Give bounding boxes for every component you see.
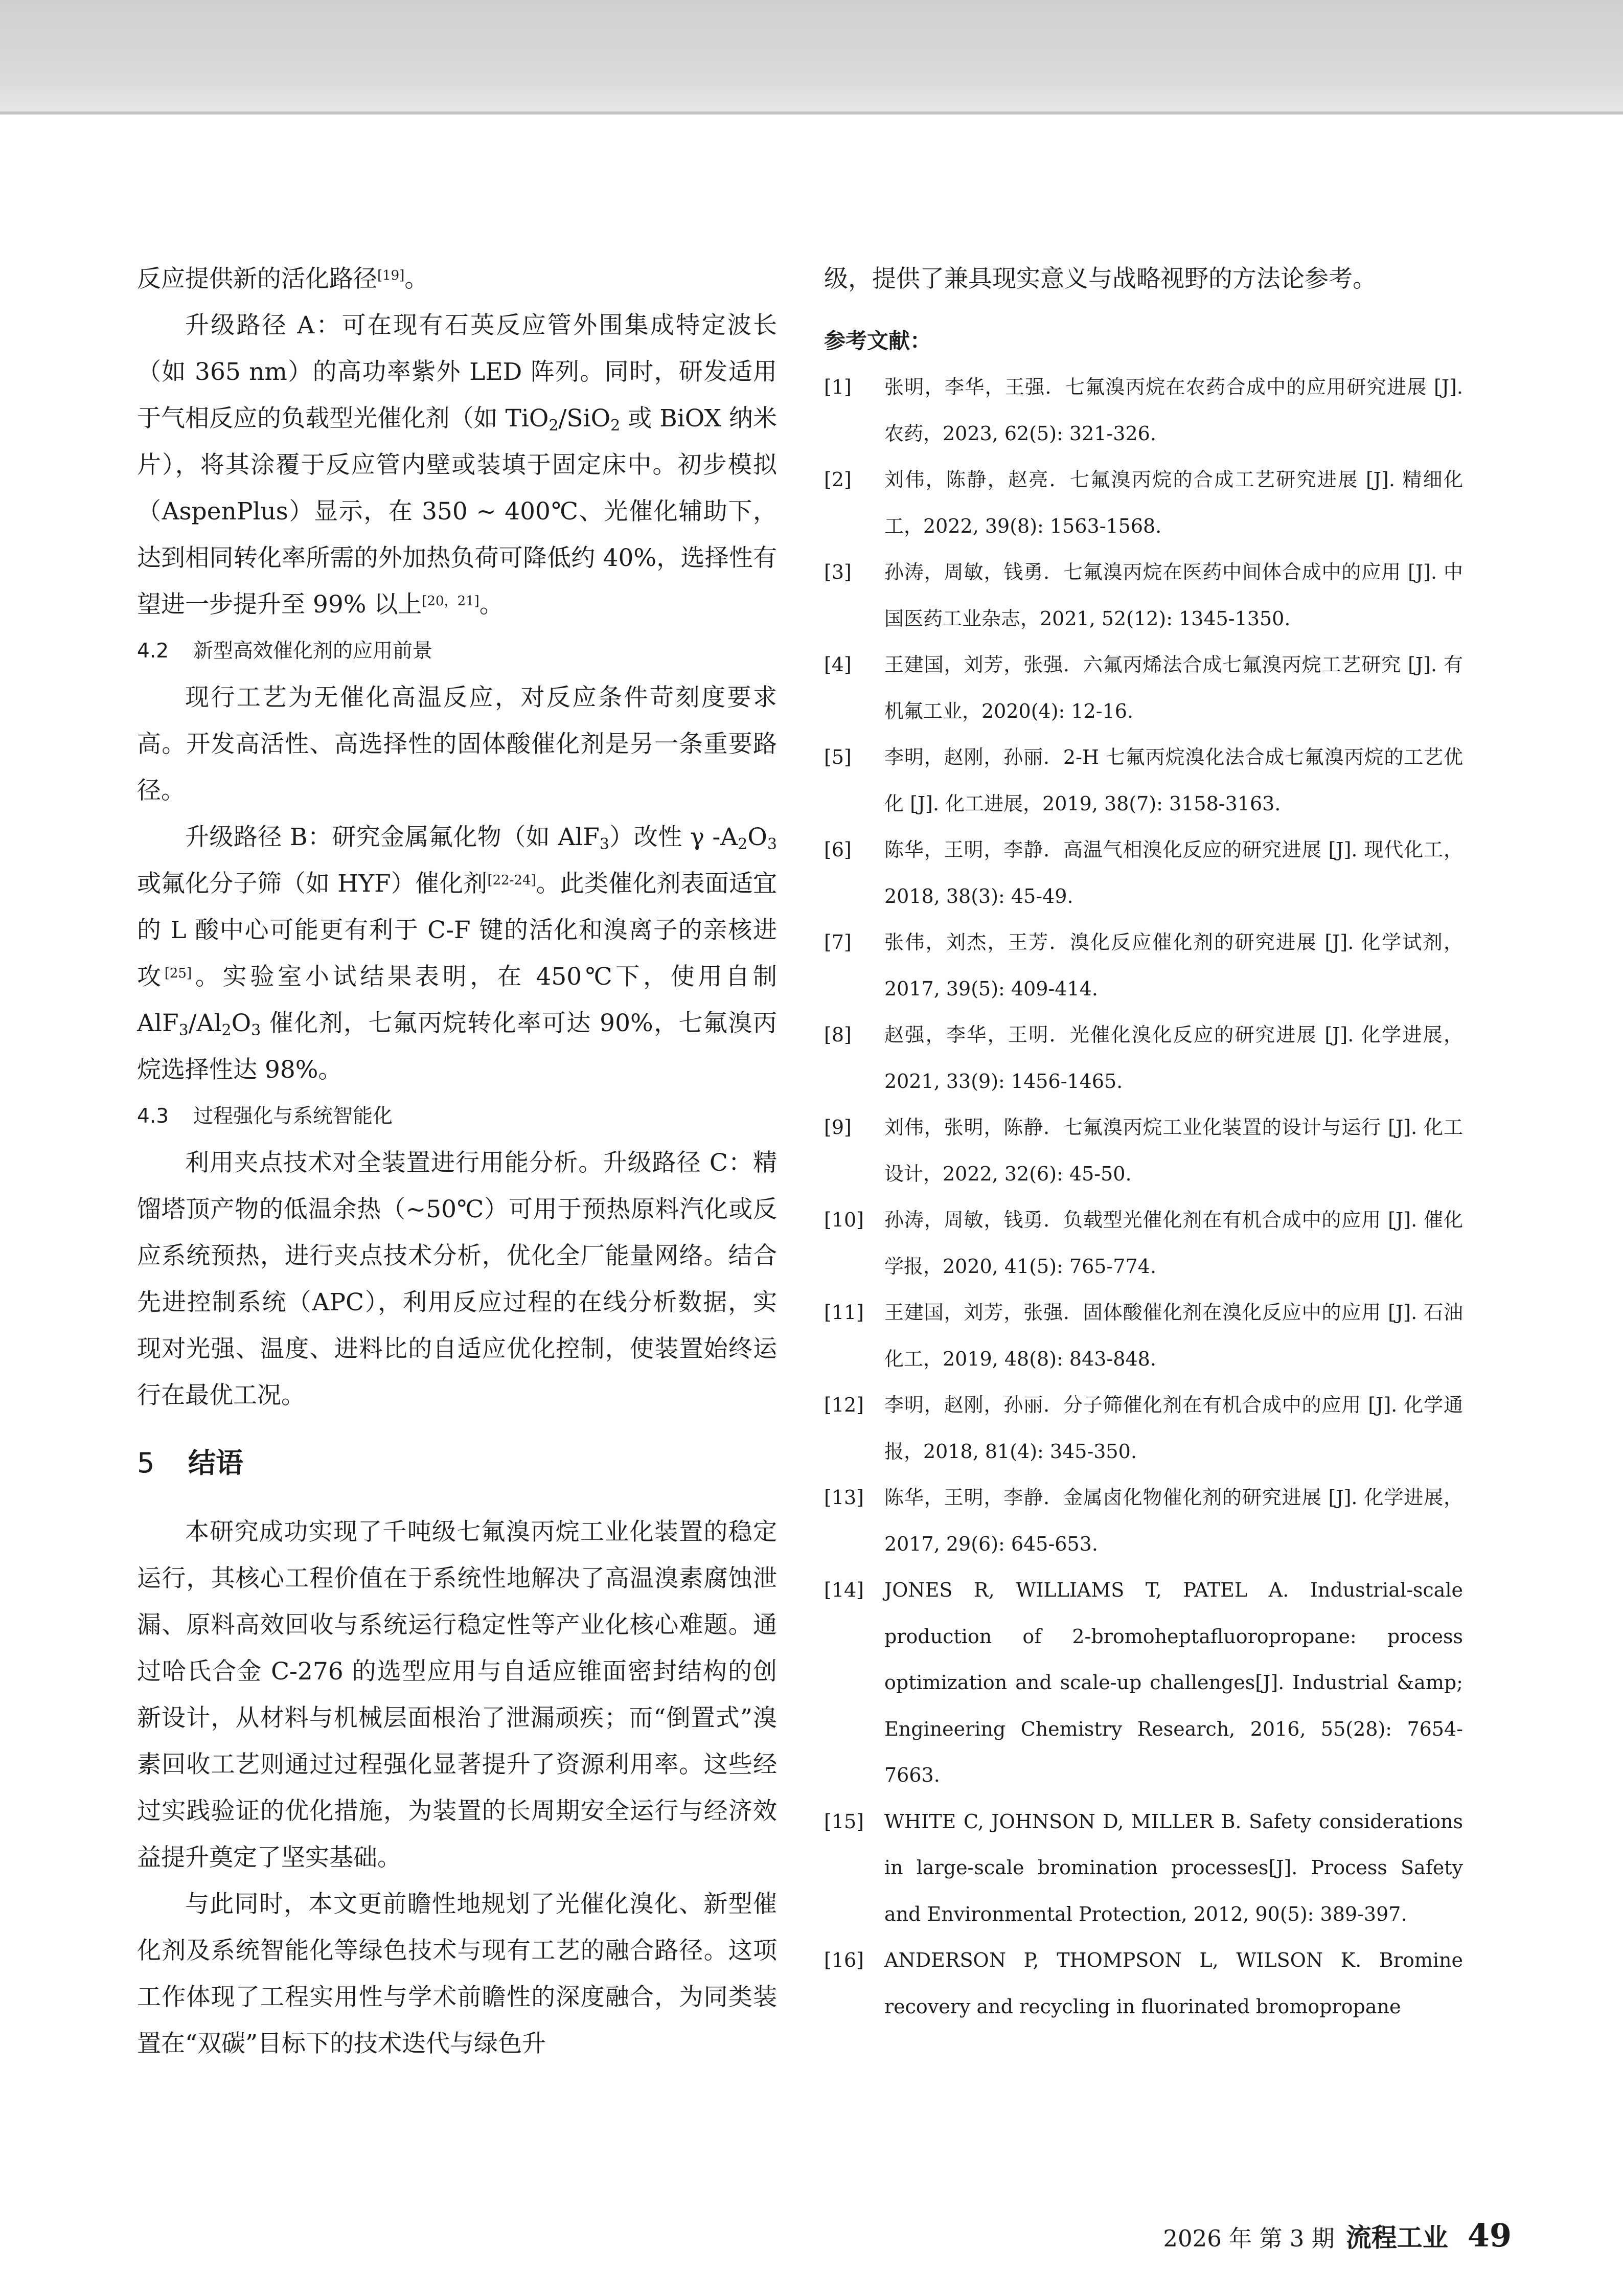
paragraph-path-a: 升级路径 A：可在现有石英反应管外围集成特定波长（如 365 nm）的高功率紫外 LED 阵列。同时，研发适用于气相反应的负载型光催化剂（如 TiO$_2$/SiO$_2$ 或 BiOX 纳米片），将其涂覆于反应管内壁或装填于固定床中。初步模拟（AspenPlus）显示，在 350 ~ 400℃、光催化辅助下，达到相同转化率所需的外加热负荷可降低约 40%，选择性有望进一步提升至 99% 以上[20，21]。 [137, 311, 777, 619]
reference-item [824, 1012, 1463, 1104]
reference-item [824, 1567, 1463, 1799]
reference-number: [11] [824, 1301, 864, 1324]
reference-item [824, 919, 1463, 1012]
paragraph-4-2: 现行工艺为无催化高温反应，对反应条件苛刻度要求高。开发高活性、高选择性的固体酸催化剂是另一条重要路径。 [137, 684, 777, 805]
reference-item [824, 1799, 1463, 1938]
paragraph-intro-end: 反应提供新的活化路径[19]。 [137, 265, 429, 293]
issue-info: 2026 年 第 3 期 [1163, 2225, 1335, 2252]
reference-text: 刘伟，张明，陈静．七氟溴丙烷工业化装置的设计与运行 [J]. 化工设计，2022, 32(6): 45-50. [884, 1116, 1463, 1185]
paragraph-4-3: 利用夹点技术对全装置进行用能分析。升级路径 C：精馏塔顶产物的低温余热（~50℃）可用于预热原料汽化或反应系统预热，进行夹点技术分析，优化全厂能量网络。结合先进控制系统（APC），利用反应过程的在线分析数据，实现对光强、温度、进料比的自适应优化控制，使装置始终运行在最优工况。 [137, 1149, 777, 1410]
right-column [824, 256, 1463, 2030]
reference-item [824, 1474, 1463, 1567]
section-heading-5: 5 结语 [137, 1447, 243, 1479]
reference-text: 赵强，李华，王明．光催化溴化反应的研究进展 [J]. 化学进展，2021, 33(9): 1456-1465. [884, 1024, 1463, 1093]
reference-text: 李明，赵刚，孙丽．分子筛催化剂在有机合成中的应用 [J]. 化学通报，2018, 81(4): 345-350. [884, 1394, 1463, 1463]
journal-name: 流程工业 [1345, 2222, 1448, 2253]
reference-number: [14] [824, 1579, 864, 1601]
reference-number: [9] [824, 1116, 852, 1139]
paragraph-path-b: 升级路径 B：研究金属氟化物（如 AlF$_3$）改性 γ $-A_2O_3$ 或氟化分子筛（如 HYF）催化剂[22-24]。此类催化剂表面适宜的 L 酸中心可能更有利于 C-F 键的活化和溴离子的亲核进攻[25]。实验室小试结果表明，在 450℃下，使用自制 $AlF_3/Al_2O_3$ 催化剂，七氟丙烷转化率可达 90%，七氟溴丙烷选择性达 98%。 [137, 823, 777, 1084]
reference-item [824, 734, 1463, 827]
reference-number: [6] [824, 838, 852, 861]
reference-text: 刘伟，陈静，赵亮．七氟溴丙烷的合成工艺研究进展 [J]. 精细化工，2022, 39(8): 1563-1568. [884, 468, 1463, 537]
citation: [22-24] [487, 873, 536, 888]
reference-number: [2] [824, 468, 852, 491]
reference-number: [3] [824, 561, 852, 583]
reference-item [824, 1104, 1463, 1197]
reference-text: JONES R, WILLIAMS T, PATEL A. Industrial-scale production of 2-bromoheptafluoropropane: process optimization and scale-up challenges[J]. Industrial &amp; Engineering Chemistry Research, 2016, 55(28): 7654-7663. [884, 1579, 1463, 1786]
reference-number: [10] [824, 1209, 864, 1231]
reference-item [824, 549, 1463, 642]
reference-number: [12] [824, 1394, 864, 1416]
top-bar [0, 0, 1623, 115]
paragraph-conclusion-1: 本研究成功实现了千吨级七氟溴丙烷工业化装置的稳定运行，其核心工程价值在于系统性地解决了高温溴素腐蚀泄漏、原料高效回收与系统运行稳定性等产业化核心难题。通过哈氏合金 C-276 的选型应用与自适应锥面密封结构的创新设计，从材料与机械层面根治了泄漏顽疾；而“倒置式”溴素回收工艺则通过过程强化显著提升了资源利用率。这些经过实践验证的优化措施，为装置的长周期安全运行与经济效益提升奠定了坚实基础。 [137, 1518, 777, 1872]
reference-text: 李明，赵刚，孙丽．2-H 七氟丙烷溴化法合成七氟溴丙烷的工艺优化 [J]. 化工进展，2019, 38(7): 3158-3163. [884, 746, 1463, 815]
citation: [19] [377, 268, 405, 283]
reference-text: WHITE C, JOHNSON D, MILLER B. Safety considerations in large-scale bromination processes[J]. Process Safety and Environmental Protection, 2012, 90(5): 389-397. [884, 1810, 1463, 1925]
reference-item [824, 1289, 1463, 1382]
reference-text: 张伟，刘杰，王芳．溴化反应催化剂的研究进展 [J]. 化学试剂，2017, 39(5): 409-414. [884, 931, 1463, 1000]
paragraph-conclusion-end: 级，提供了兼具现实意义与战略视野的方法论参考。 [824, 265, 1377, 293]
citation: [20，21] [422, 594, 479, 609]
reference-number: [8] [824, 1024, 852, 1046]
reference-text: 陈华，王明，李静．金属卤化物催化剂的研究进展 [J]. 化学进展，2017, 29(6): 645-653. [884, 1486, 1463, 1555]
page-number: 49 [1467, 2217, 1512, 2254]
reference-item [824, 457, 1463, 549]
left-column [137, 256, 777, 2067]
reference-item [824, 827, 1463, 919]
references-title: 参考文献： [824, 328, 932, 353]
reference-text: ANDERSON P, THOMPSON L, WILSON K. Bromine recovery and recycling in fluorinated bromopropane [884, 1949, 1463, 2018]
reference-text: 张明，李华，王强．七氟溴丙烷在农药合成中的应用研究进展 [J]. 农药，2023, 62(5): 321-326. [884, 376, 1463, 445]
reference-item [824, 642, 1463, 734]
reference-number: [5] [824, 746, 852, 768]
reference-list [824, 364, 1463, 2030]
reference-item [824, 1937, 1463, 2030]
reference-number: [16] [824, 1949, 864, 1971]
reference-number: [13] [824, 1486, 864, 1509]
reference-text: 陈华，王明，李静．高温气相溴化反应的研究进展 [J]. 现代化工，2018, 38(3): 45-49. [884, 838, 1463, 907]
reference-item [824, 364, 1463, 457]
reference-number: [7] [824, 931, 852, 953]
reference-text: 王建国，刘芳，张强．固体酸催化剂在溴化反应中的应用 [J]. 石油化工，2019, 48(8): 843-848. [884, 1301, 1463, 1370]
page-footer [1163, 2217, 1512, 2253]
reference-text: 孙涛，周敏，钱勇．七氟溴丙烷在医药中间体合成中的应用 [J]. 中国医药工业杂志，2021, 52(12): 1345-1350. [884, 561, 1463, 630]
reference-item [824, 1382, 1463, 1474]
reference-number: [4] [824, 653, 852, 676]
reference-number: [1] [824, 376, 852, 398]
reference-text: 王建国，刘芳，张强．六氟丙烯法合成七氟溴丙烷工艺研究 [J]. 有机氟工业，2020(4): 12-16. [884, 653, 1463, 722]
reference-item [824, 1197, 1463, 1289]
reference-number: [15] [824, 1810, 864, 1833]
reference-text: 孙涛，周敏，钱勇．负载型光催化剂在有机合成中的应用 [J]. 催化学报，2020, 41(5): 765-774. [884, 1209, 1463, 1278]
section-heading-4-2: 4.2 新型高效催化剂的应用前景 [137, 640, 433, 663]
paragraph-conclusion-2: 与此同时，本文更前瞻性地规划了光催化溴化、新型催化剂及系统智能化等绿色技术与现有工艺的融合路径。这项工作体现了工程实用性与学术前瞻性的深度融合，为同类装置在“双碳”目标下的技术迭代与绿色升 [137, 1890, 777, 2058]
section-heading-4-3: 4.3 过程强化与系统智能化 [137, 1105, 393, 1128]
citation: [25] [164, 966, 192, 981]
